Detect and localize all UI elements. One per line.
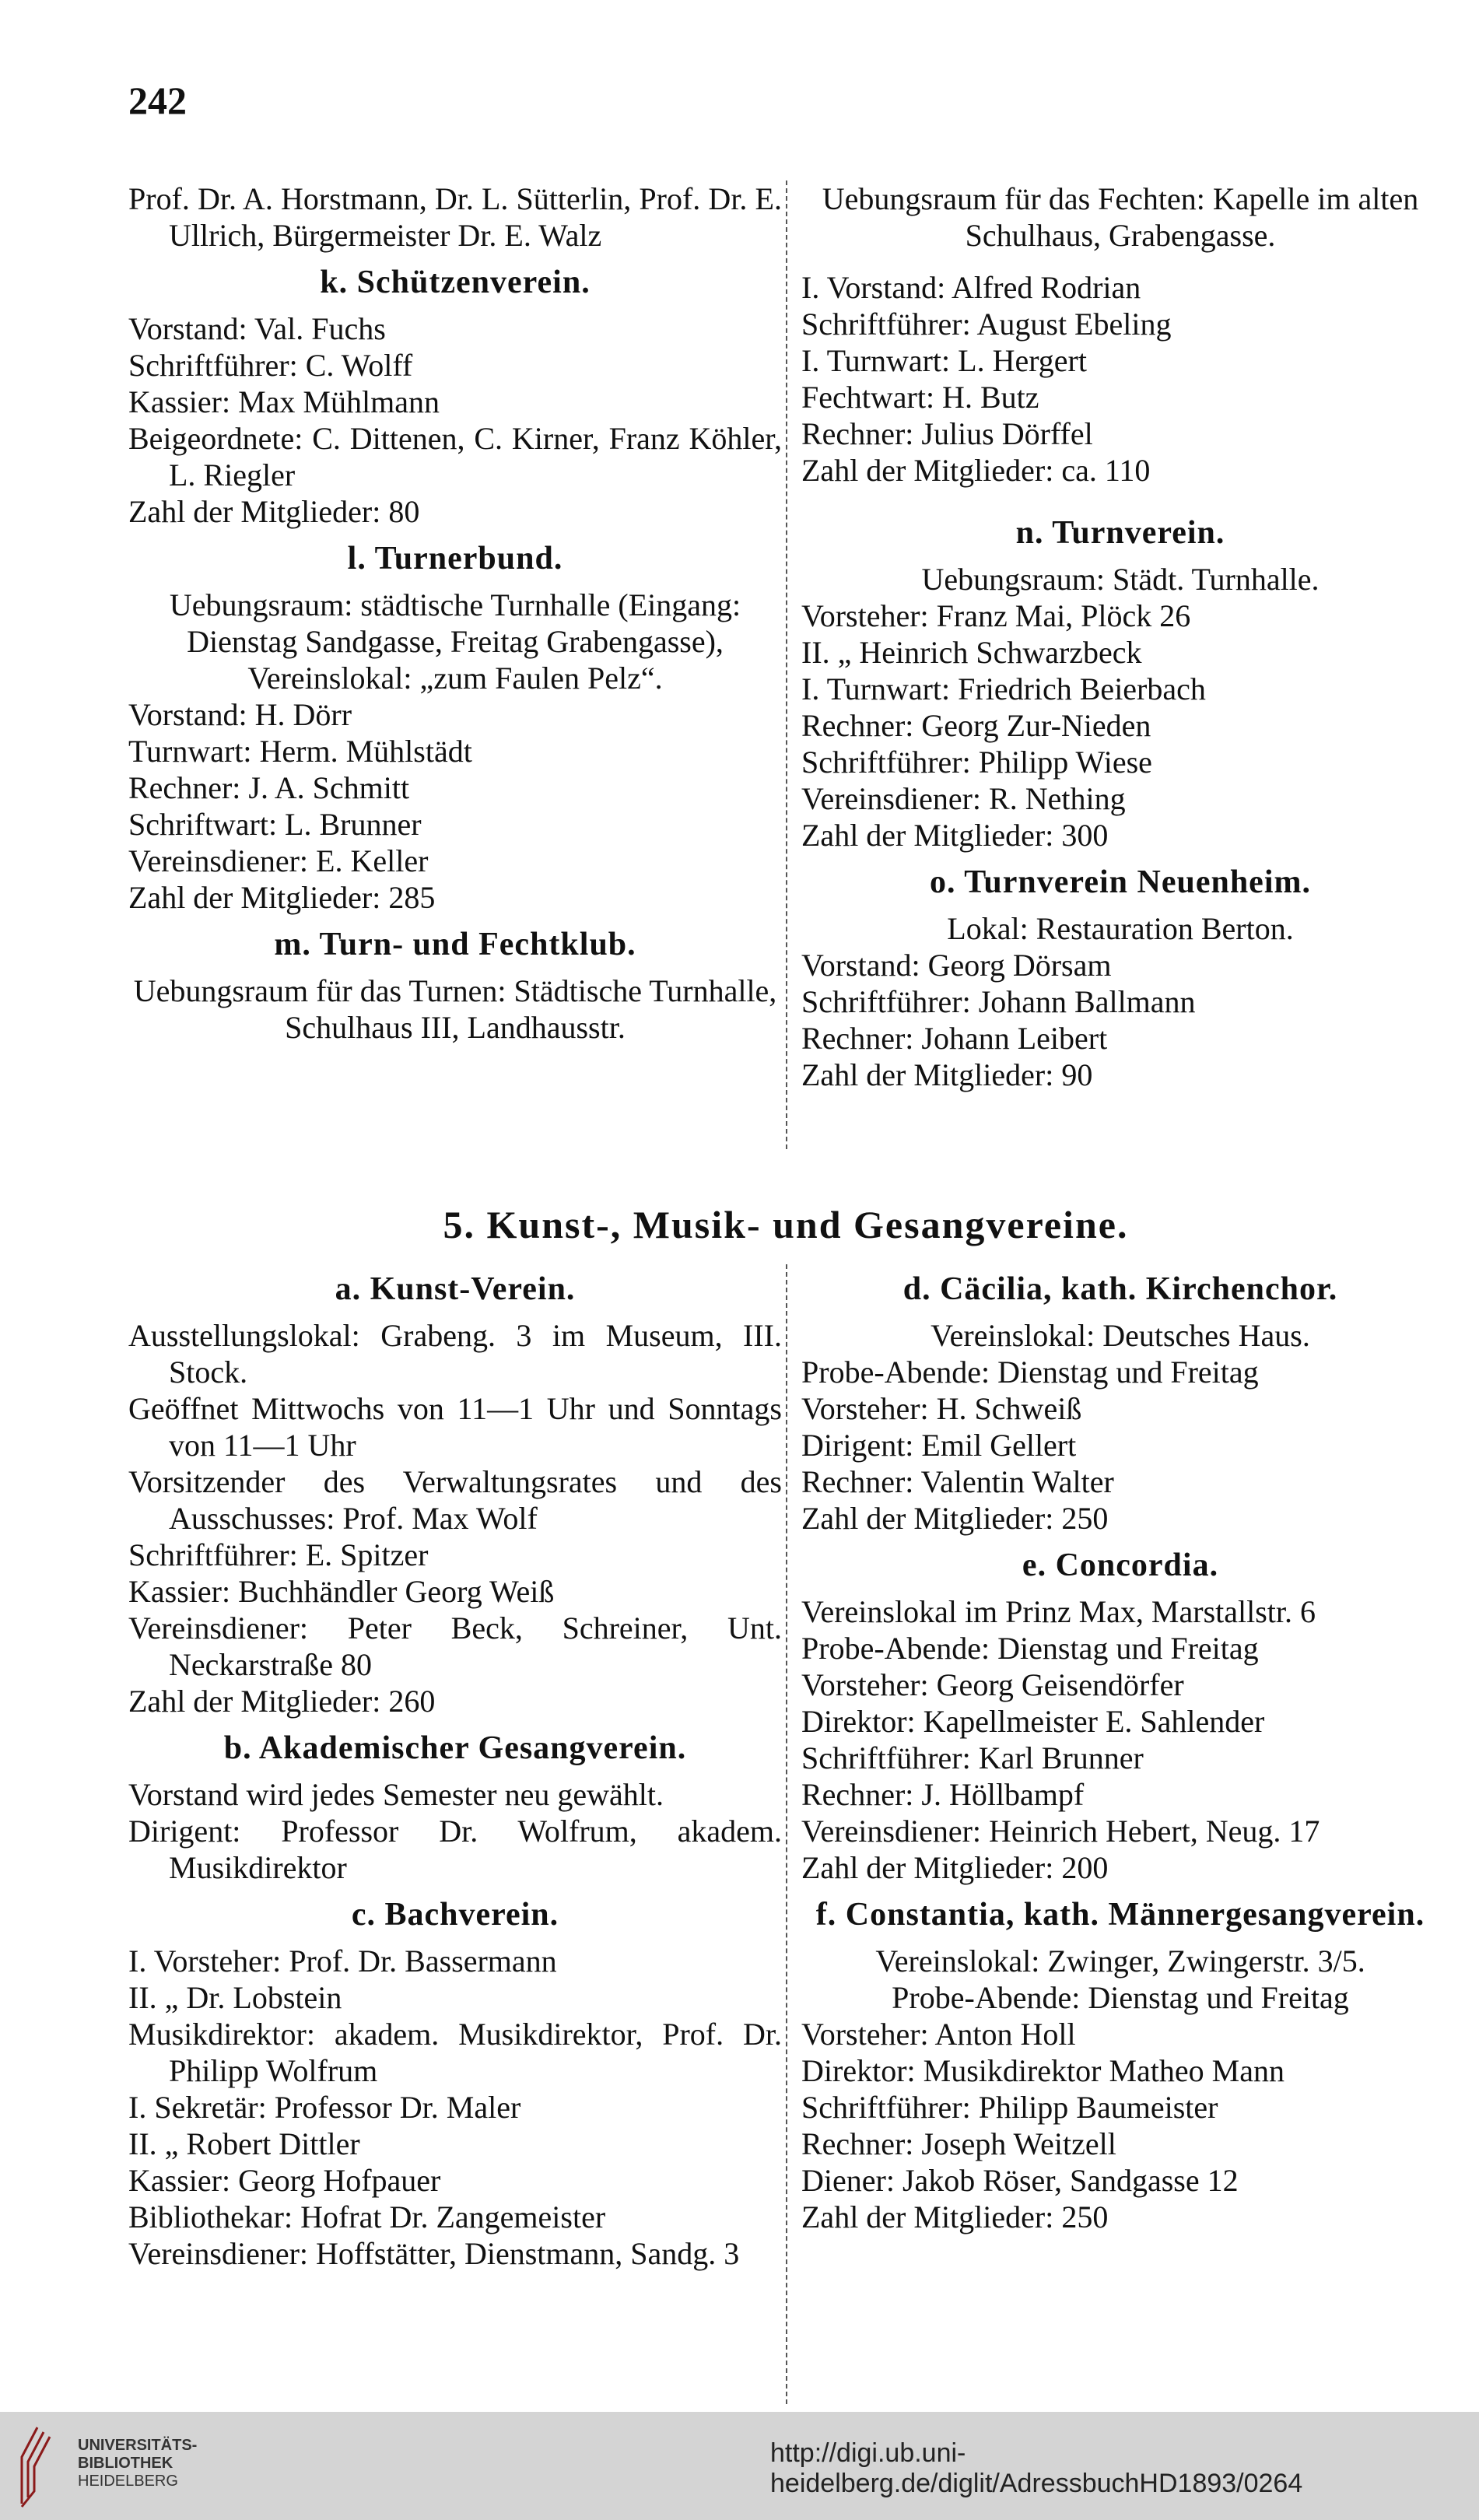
section-heading: n. Turnverein. [1015, 515, 1225, 551]
section-heading: b. Akademischer Gesangverein. [223, 1730, 687, 1766]
section-heading: e. Concordia. [1022, 1547, 1219, 1583]
entry-line: Uebungsraum für das Fechten: Kapelle im alten Schulhaus, Grabengasse. [822, 181, 1419, 253]
section-heading: f. Constantia, kath. Männergesangverein. [815, 1897, 1425, 1933]
entry-line: Rechner: Julius Dörffel [801, 416, 1093, 451]
library-logo-icon [14, 2426, 53, 2508]
section-heading: o. Turnverein Neuenheim. [930, 864, 1311, 900]
entry-line: Rechner: Georg Zur-Nieden [801, 708, 1151, 743]
entry-line: Kassier: Georg Hofpauer [128, 2163, 441, 2198]
entry-line: Vorsteher: H. Schweiß [801, 1391, 1082, 1426]
logo-line: HEIDELBERG [78, 2473, 178, 2490]
bottom-right-column [801, 1260, 1439, 2235]
entry-line: Vereinsdiener: Hoffstätter, Dienstmann, Sandg. 3 [128, 2236, 740, 2271]
entry-line: Schriftführer: E. Spitzer [128, 1537, 429, 1572]
spacer [801, 489, 1439, 504]
entry-line: Zahl der Mitglieder: 300 [801, 818, 1109, 853]
entry-line: Musikdirektor: akadem. Musikdirektor, Prof. Dr. Philipp Wolfrum [128, 2017, 782, 2088]
entry-line: Vorstand wird jedes Semester neu gewählt. [128, 1777, 664, 1812]
entry-line: I. Vorsteher: Prof. Dr. Bassermann [128, 1943, 557, 1978]
source-url-link[interactable]: http://digi.ub.uni-heidelberg.de/diglit/AdressbuchHD1893/0264 [770, 2438, 1303, 2498]
top-left-column [128, 181, 782, 1046]
entry-line: Zahl der Mitglieder: 250 [801, 2199, 1109, 2234]
entry-line: Rechner: J. Höllbampf [801, 1777, 1085, 1812]
entry-line: Rechner: Valentin Walter [801, 1464, 1114, 1499]
entry-line: Rechner: J. A. Schmitt [128, 770, 410, 805]
entry-line: Vorsteher: Georg Geisendörfer [801, 1667, 1184, 1702]
section-title: 5. Kunst-, Musik- und Gesangvereine. [443, 1203, 1129, 1246]
library-logo-text [78, 2437, 197, 2490]
entry-line: Uebungsraum: Städt. Turnhalle. [921, 562, 1320, 597]
entry-line: Beigeordnete: C. Dittenen, C. Kirner, Franz Köhler, L. Riegler [128, 421, 782, 492]
entry-line: Schriftführer: Philipp Wiese [801, 745, 1152, 780]
entry-line: Kassier: Buchhändler Georg Weiß [128, 1574, 555, 1609]
entry-line: Diener: Jakob Röser, Sandgasse 12 [801, 2163, 1239, 2198]
entry-line: Vorsteher: Anton Holl [801, 2017, 1076, 2052]
entry-line: Fechtwart: H. Butz [801, 380, 1039, 415]
entry-line: Vereinsdiener: Peter Beck, Schreiner, Unt. Neckarstraße 80 [128, 1610, 782, 1682]
entry-line: Dirigent: Professor Dr. Wolfrum, akadem. Musikdirektor [128, 1814, 782, 1885]
section-heading: k. Schützenverein. [320, 265, 591, 300]
entry-line: Lokal: Restauration Berton. [947, 911, 1294, 946]
entry-line: Rechner: Johann Leibert [801, 1021, 1108, 1056]
top-right-column [801, 181, 1439, 1093]
entry-line: Schriftführer: August Ebeling [801, 307, 1172, 342]
entry-line: Schriftführer: Johann Ballmann [801, 984, 1196, 1019]
entry-line: II. „ Robert Dittler [128, 2126, 360, 2161]
entry-line: Vorsitzender des Verwaltungsrates und des Ausschusses: Prof. Max Wolf [128, 1464, 782, 1536]
entry-line: Prof. Dr. A. Horstmann, Dr. L. Sütterlin, Prof. Dr. E. Ullrich, Bürgermeister Dr. E. Walz [128, 181, 782, 253]
entry-line: Zahl der Mitglieder: 80 [128, 494, 420, 529]
column-divider [786, 181, 787, 1149]
entry-line: Uebungsraum: städtische Turnhalle (Eingang: Dienstag Sandgasse, Freitag Grabengasse), [169, 587, 741, 659]
entry-line: Schriftführer: Philipp Baumeister [801, 2090, 1218, 2125]
entry-line: I. Turnwart: L. Hergert [801, 343, 1087, 378]
entry-line: Vereinslokal: Deutsches Haus. [931, 1318, 1310, 1353]
entry-line: Kassier: Max Mühlmann [128, 384, 440, 419]
entry-line: Vereinsdiener: Heinrich Hebert, Neug. 17 [801, 1814, 1320, 1849]
entry-line: I. Sekretär: Professor Dr. Maler [128, 2090, 521, 2125]
entry-line: Vorstand: Val. Fuchs [128, 311, 386, 346]
entry-line: Vereinslokal: „zum Faulen Pelz“. [247, 661, 663, 696]
entry-line: II. „ Dr. Lobstein [128, 1980, 342, 2015]
column-divider [786, 1264, 787, 2404]
section-heading: l. Turnerbund. [347, 541, 563, 577]
entry-line: Bibliothekar: Hofrat Dr. Zangemeister [128, 2199, 606, 2234]
entry-line: II. „ Heinrich Schwarzbeck [801, 635, 1142, 670]
entry-line: Schriftwart: L. Brunner [128, 807, 422, 842]
entry-line: Vorstand: H. Dörr [128, 697, 352, 732]
section-heading: a. Kunst-Verein. [335, 1271, 576, 1307]
section-heading: d. Cäcilia, kath. Kirchenchor. [902, 1271, 1338, 1307]
entry-line: Vereinslokal im Prinz Max, Marstallstr. 6 [801, 1594, 1316, 1629]
entry-line: Turnwart: Herm. Mühlstädt [128, 734, 472, 769]
entry-line: Uebungsraum für das Turnen: Städtische Turnhalle, Schulhaus III, Landhausstr. [133, 973, 777, 1045]
entry-line: Zahl der Mitglieder: 90 [801, 1057, 1093, 1092]
entry-line: Zahl der Mitglieder: 260 [128, 1684, 436, 1719]
entry-line: Schriftführer: Karl Brunner [801, 1740, 1144, 1775]
entry-line: Vereinsdiener: R. Nething [801, 781, 1126, 816]
entry-line: Schriftführer: C. Wolff [128, 348, 413, 383]
section-heading: c. Bachverein. [351, 1897, 559, 1933]
entry-line: I. Turnwart: Friedrich Beierbach [801, 671, 1206, 706]
entry-line: Zahl der Mitglieder: 285 [128, 880, 436, 915]
entry-line: Vorsteher: Franz Mai, Plöck 26 [801, 598, 1191, 633]
entry-line: Probe-Abende: Dienstag und Freitag [801, 1355, 1259, 1390]
entry-line: Geöffnet Mittwochs von 11—1 Uhr und Sonntags von 11—1 Uhr [128, 1391, 782, 1463]
entry-line: Dirigent: Emil Gellert [801, 1428, 1077, 1463]
entry-line: I. Vorstand: Alfred Rodrian [801, 270, 1141, 305]
entry-line: Vereinsdiener: E. Keller [128, 843, 429, 878]
entry-line: Direktor: Musikdirektor Matheo Mann [801, 2053, 1284, 2088]
logo-line: BIBLIOTHEK [78, 2455, 173, 2472]
bottom-left-column [128, 1260, 782, 2272]
entry-line: Zahl der Mitglieder: ca. 110 [801, 453, 1151, 488]
entry-line: Ausstellungslokal: Grabeng. 3 im Museum, III. Stock. [128, 1318, 782, 1390]
section-heading: m. Turn- und Fechtklub. [274, 927, 636, 962]
logo-line: UNIVERSITÄTS- [78, 2437, 198, 2454]
spacer [801, 254, 1439, 269]
entry-line: Zahl der Mitglieder: 200 [801, 1850, 1109, 1885]
page-number: 242 [128, 79, 187, 122]
entry-line: Rechner: Joseph Weitzell [801, 2126, 1116, 2161]
entry-line: Direktor: Kapellmeister E. Sahlender [801, 1704, 1265, 1739]
entry-line: Vereinslokal: Zwinger, Zwingerstr. 3/5. [875, 1943, 1365, 1978]
entry-line: Zahl der Mitglieder: 250 [801, 1501, 1109, 1536]
entry-line: Probe-Abende: Dienstag und Freitag [892, 1980, 1349, 2015]
footer-bar [0, 2412, 1479, 2520]
entry-line: Vorstand: Georg Dörsam [801, 948, 1112, 983]
entry-line: Probe-Abende: Dienstag und Freitag [801, 1631, 1259, 1666]
